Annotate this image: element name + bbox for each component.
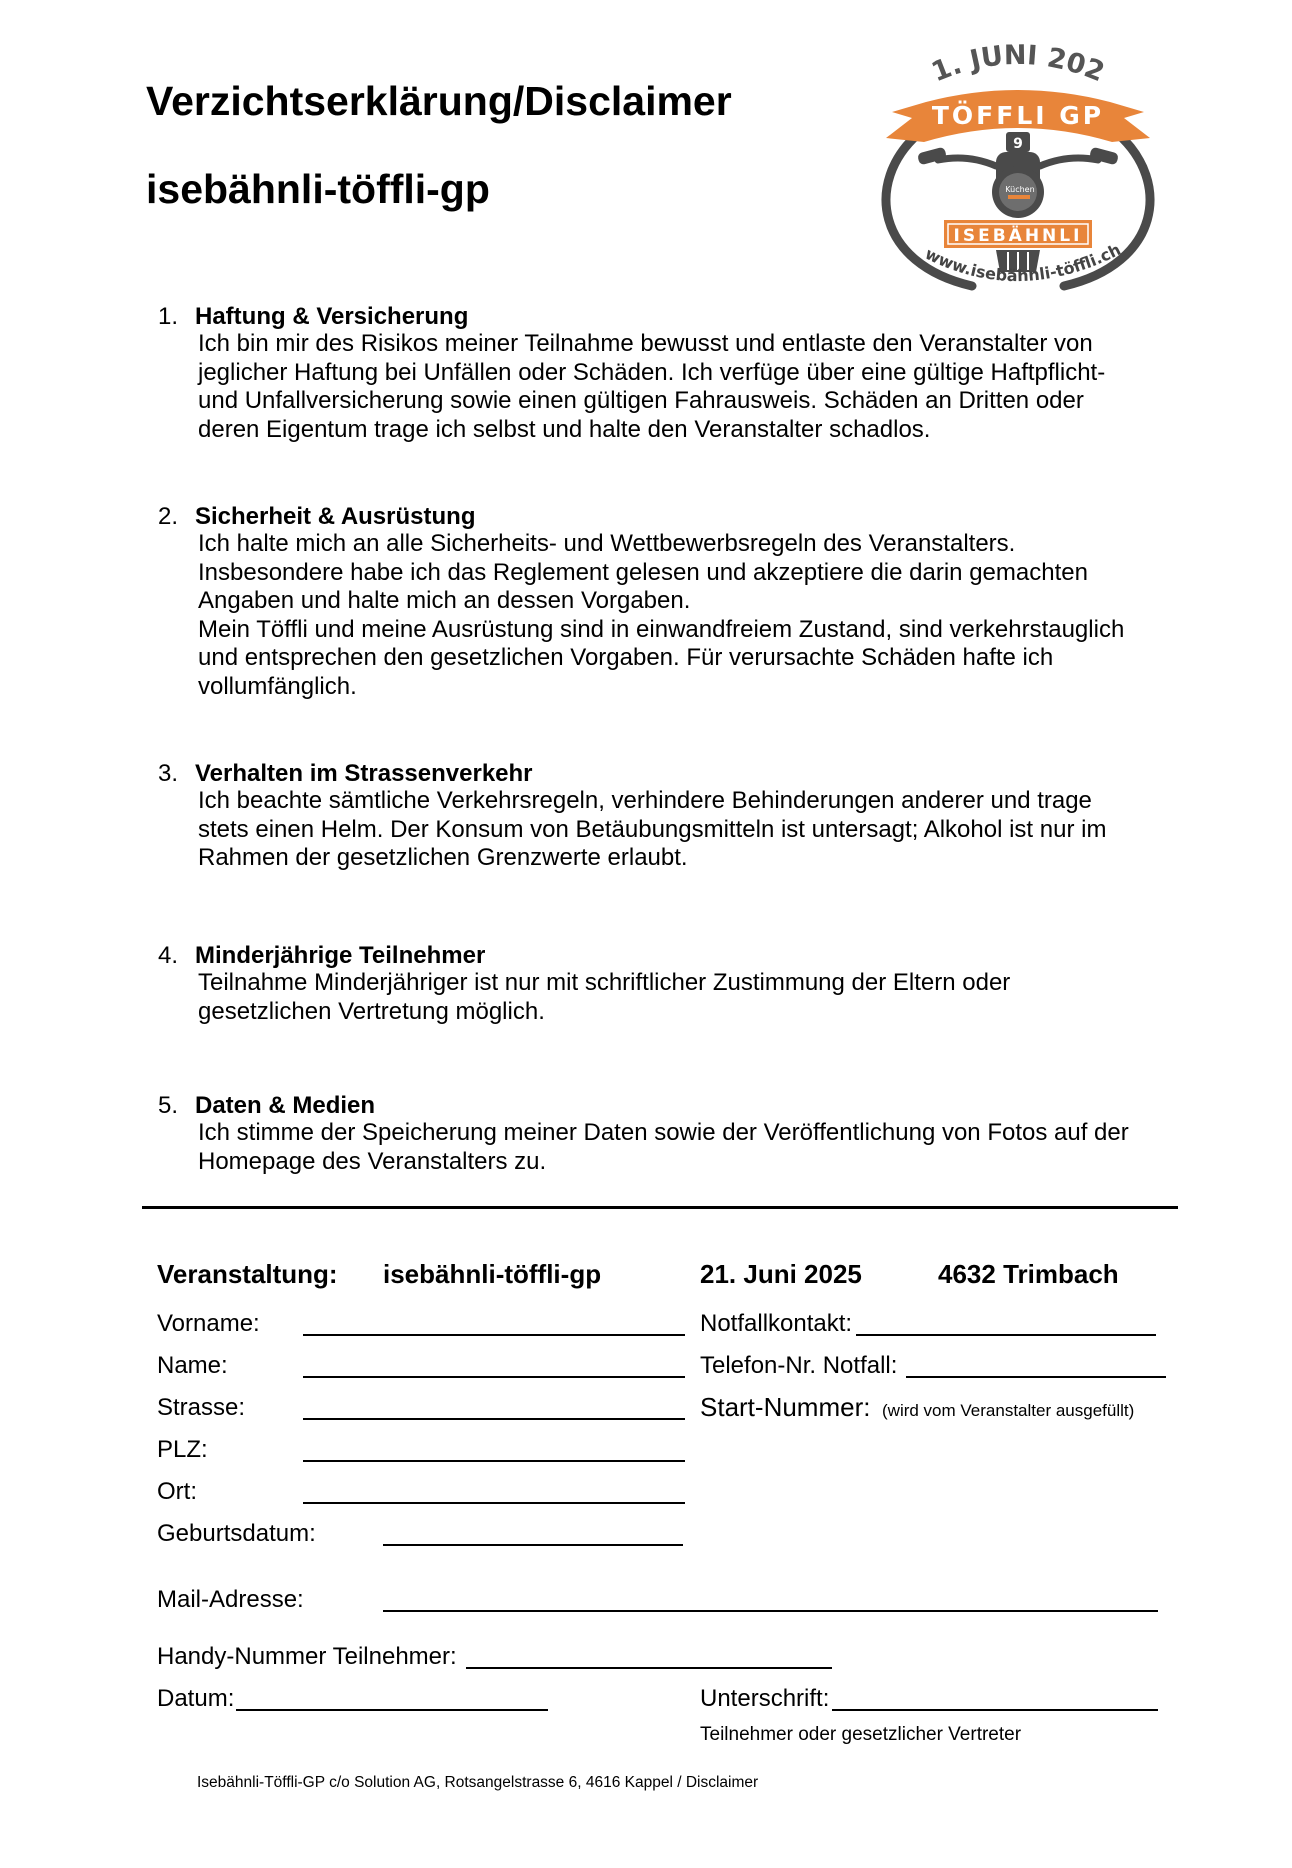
strasse-label: Strasse: [157,1394,246,1421]
divider [142,1206,1178,1209]
handy-label: Handy-Nummer Teilnehmer: [157,1643,457,1670]
section-line: Ich stimme der Speicherung meiner Daten sowie der Veröffentlichung von Fotos auf der [198,1119,1129,1146]
section-number: 5. [158,1092,179,1119]
datum-field[interactable] [236,1709,548,1711]
section-body [198,969,1188,1026]
mail-label: Mail-Adresse: [157,1586,304,1613]
mail-field[interactable] [383,1610,1158,1612]
plz-field[interactable] [303,1460,685,1462]
section-line: Angaben und halte mich an dessen Vorgaben. [198,587,691,614]
page-subtitle: isebähnli-töffli-gp [146,166,490,212]
unterschrift-label: Unterschrift: [700,1685,830,1712]
plz-label: PLZ: [157,1436,208,1463]
section-heading: Sicherheit & Ausrüstung [195,503,476,530]
event-logo [868,42,1168,304]
section-line: und Unfallversicherung sowie einen gültigen Fahrausweis. Schäden an Dritten oder [198,387,1084,414]
section-number: 2. [158,503,179,530]
startnummer-note: (wird vom Veranstalter ausgefüllt) [882,1401,1135,1420]
section-line: und entsprechen den gesetzlichen Vorgaben. Für verursachte Schäden hafte ich [198,644,1054,671]
unterschrift-caption: Teilnehmer oder gesetzlicher Vertreter [700,1724,1022,1745]
section-line: deren Eigentum trage ich selbst und halte den Veranstalter schadlos. [198,415,931,443]
event-label: Veranstaltung: [157,1259,338,1289]
vorname-label: Vorname: [157,1310,260,1337]
startnummer-label: Start-Nummer: [700,1392,871,1422]
unterschrift-field[interactable] [832,1709,1158,1711]
strasse-field[interactable] [303,1418,685,1420]
section-line: jeglicher Haftung bei Unfällen oder Schäden. Ich verfüge über eine gültige Haftpflicht- [198,358,1106,386]
section-body [198,787,1188,873]
event-name: isebähnli-töffli-gp [383,1259,602,1289]
section-body [198,330,1188,444]
notfallkontakt-label: Notfallkontakt: [700,1310,853,1337]
name-field[interactable] [303,1376,685,1378]
geburtsdatum-field[interactable] [383,1544,683,1546]
section-line: gesetzlichen Vertretung möglich. [198,997,545,1025]
section-line: Ich bin mir des Risikos meiner Teilnahme bewusst und entlaste den Veranstalter von [198,330,1093,357]
section-line: Mein Töffli und meine Ausrüstung sind in einwandfreiem Zustand, sind verkehrstauglich [198,615,1125,643]
ort-field[interactable] [303,1502,685,1504]
section-number: 3. [158,760,179,787]
vorname-field[interactable] [303,1334,685,1336]
section-heading: Daten & Medien [195,1092,376,1119]
section-line: stets einen Helm. Der Konsum von Betäubungsmitteln ist untersagt; Alkohol ist nur im [198,815,1107,843]
telefon-notfall-label: Telefon-Nr. Notfall: [700,1352,898,1379]
svg-text:21. JUNI 2025 [868,42,1109,88]
section-heading: Haftung & Versicherung [195,303,469,330]
page-title: Verzichtserklärung/Disclaimer [146,78,732,124]
logo-sponsor-text: Küchen [1005,185,1035,194]
section-heading: Minderjährige Teilnehmer [195,942,486,969]
footer: Isebähnli-Töffli-GP c/o Solution AG, Rotsangelstrasse 6, 4616 Kappel / Disclaimer [197,1774,759,1791]
section-line: Insbesondere habe ich das Reglement gelesen und akzeptiere die darin gemachten [198,558,1088,586]
section-line: Rahmen der gesetzlichen Grenzwerte erlaubt. [198,844,688,871]
ort-label: Ort: [157,1478,197,1505]
telefon-notfall-field[interactable] [906,1376,1166,1378]
section-line: Homepage des Veranstalters zu. [198,1147,547,1175]
section-number: 1. [158,303,179,330]
logo-number: 9 [1013,136,1023,152]
name-label: Name: [157,1352,228,1379]
event-date: 21. Juni 2025 [700,1259,862,1289]
section-body [198,1119,1188,1176]
section-line: Ich beachte sämtliche Verkehrsregeln, verhindere Behinderungen anderer und trage [198,787,1092,814]
handy-field[interactable] [466,1667,832,1669]
section-body [198,530,1188,701]
section-heading: Verhalten im Strassenverkehr [195,760,533,787]
geburtsdatum-label: Geburtsdatum: [157,1520,316,1547]
section-number: 4. [158,942,179,969]
section-line: Teilnahme Minderjähriger ist nur mit schriftlicher Zustimmung der Eltern oder [198,969,1011,996]
section-line: Ich halte mich an alle Sicherheits- und Wettbewerbsregeln des Veranstalters. [198,530,1016,557]
notfallkontakt-field[interactable] [856,1334,1156,1336]
section-line: vollumfänglich. [198,672,357,700]
datum-label: Datum: [157,1685,235,1712]
logo-banner-text: TÖFFLI GP [931,101,1105,130]
logo-date-text: 1. JUNI 202 [927,42,1109,89]
event-place: 4632 Trimbach [938,1259,1119,1289]
logo-plate-text: ISEBÄHNLI [953,226,1083,246]
logo-url-text: www.isebähnli-töffli.ch [922,239,1124,286]
